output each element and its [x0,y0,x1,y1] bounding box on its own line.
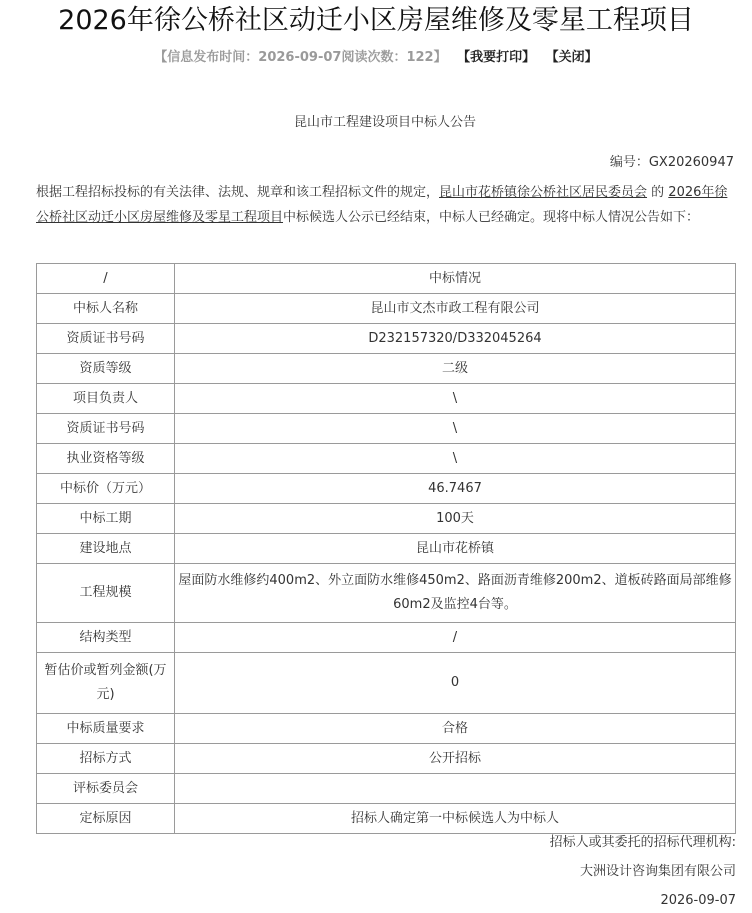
table-row [37,653,736,714]
notice-title: 昆山市工程建设项目中标人公告 [293,115,476,130]
print-link[interactable]: 【我要打印】 [457,50,536,65]
serial-number: 编号：GX20260947 [609,155,734,170]
row-value: 合格 [175,714,736,744]
award-result-table [36,263,736,834]
header-label-cell: / [37,264,175,294]
table-row [37,774,736,804]
row-value: 46.7467 [175,474,736,504]
row-value: 0 [175,653,736,714]
table-row [37,534,736,564]
table-row [37,504,736,534]
row-value: 屋面防水维修约400m2、外立面防水维修450m2、路面沥青维修200m2、道板砖路面局部维修60m2及监控4台等。 [175,564,736,623]
agency-label: 招标人或其委托的招标代理机构: [549,835,736,850]
row-label: 结构类型 [37,623,175,653]
table-row [37,354,736,384]
row-value: 二级 [175,354,736,384]
row-label: 评标委员会 [37,774,175,804]
row-value: 昆山市文杰市政工程有限公司 [175,294,736,324]
row-value: 100天 [175,504,736,534]
row-value: 昆山市花桥镇 [175,534,736,564]
row-label: 资质证书号码 [37,414,175,444]
table-row [37,444,736,474]
row-value: 公开招标 [175,744,736,774]
table-row [37,474,736,504]
agency-name: 大洲设计咨询集团有限公司 [579,864,736,879]
row-value: 招标人确定第一中标候选人为中标人 [175,804,736,834]
row-label: 暂估价或暂列金额(万元) [37,653,175,714]
row-value: \ [175,384,736,414]
row-label: 中标人名称 [37,294,175,324]
intro-text-2: 的 [647,185,669,200]
tenderer-name: 昆山市花桥镇徐公桥社区居民委员会 [439,185,648,200]
table-header-row [37,264,736,294]
page-title: 2026年徐公桥社区动迁小区房屋维修及零星工程项目 [58,5,694,36]
close-link[interactable]: 【关闭】 [545,50,598,65]
row-label: 资质证书号码 [37,324,175,354]
intro-text-3: 中标候选人公示已经结束，中标人已经确定。现将中标人情况公告如下： [283,210,700,225]
table-row [37,294,736,324]
table-row [37,714,736,744]
row-label: 中标工期 [37,504,175,534]
row-label: 执业资格等级 [37,444,175,474]
table-row [37,414,736,444]
row-label: 中标价（万元） [37,474,175,504]
project-name: 2026年徐公桥社区动迁小区房屋维修及零星工程项目 [36,185,728,225]
row-label: 项目负责人 [37,384,175,414]
row-label: 招标方式 [37,744,175,774]
table-row [37,384,736,414]
table-row [37,324,736,354]
table-row [37,804,736,834]
publish-info: 【信息发布时间：2026-09-07阅读次数：122】 [154,50,447,65]
table-row [37,744,736,774]
row-value: / [175,623,736,653]
row-value: \ [175,444,736,474]
row-label: 中标质量要求 [37,714,175,744]
publish-date: 2026-09-07 [660,893,736,908]
row-value [175,774,736,804]
row-label: 工程规模 [37,564,175,623]
row-value: D232157320/D332045264 [175,324,736,354]
table-row [37,564,736,623]
row-value: \ [175,414,736,444]
row-label: 建设地点 [37,534,175,564]
table-row [37,623,736,653]
row-label: 定标原因 [37,804,175,834]
intro-paragraph [36,180,740,230]
intro-text-1: 根据工程招标投标的有关法律、法规、规章和该工程招标文件的规定， [36,185,440,200]
header-value-cell: 中标情况 [175,264,736,294]
row-label: 资质等级 [37,354,175,384]
publish-meta-bar [0,46,752,70]
